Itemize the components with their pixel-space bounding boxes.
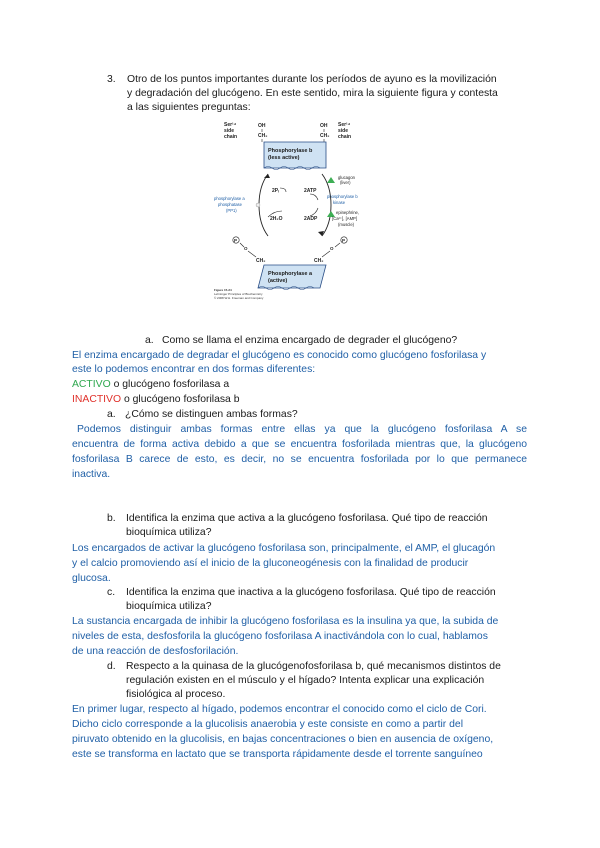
fig-phos-b-title: Phosphorylase b <box>268 148 313 154</box>
fig-ch2-right: CH₂ <box>320 133 330 139</box>
question-a2-text: ¿Cómo se distinguen ambas formas? <box>125 409 298 420</box>
answer-d-line-2: Dicho ciclo corresponde a la glucolisis anaerobia y este consiste en como a partir del <box>72 719 464 730</box>
fig-chain-left: chain <box>224 134 238 140</box>
fig-caption-1: Figure 15-24 <box>214 288 232 292</box>
answer-a2-line-2: encuentra de forma activa debido a que se encuentra fosforilada mientras que, la glucógeno <box>72 439 527 450</box>
answer-a-line-2: este lo podemos encontrar en dos formas diferentes: <box>72 364 316 375</box>
fig-epi-line3: (muscle) <box>338 222 355 227</box>
question-3-line-2: y degradación del glucógeno. En este sentido, mira la siguiente figura y contesta <box>127 88 498 99</box>
answer-d-line-4: este se transforma en lactato que se transporta rápidamente desde el torrente sanguíneo <box>72 749 483 760</box>
fig-ch2-bottom-right: CH₂ <box>314 258 324 264</box>
glucagon-signal-icon <box>327 177 335 183</box>
fig-p-left: P <box>234 238 238 243</box>
fig-2adp: 2ADP <box>304 216 318 222</box>
question-d-line-1: Respecto a la quinasa de la glucógenofosforilasa b, qué mecanismos distintos de <box>126 661 501 672</box>
fig-kinase-line2: kinase <box>333 200 346 205</box>
fig-epi-line1: epinephrine, <box>336 210 360 215</box>
answer-b-line-3: glucosa. <box>72 573 111 584</box>
fig-phos-a-sub: (active) <box>268 278 288 284</box>
question-3-line-1: Otro de los puntos importantes durante los períodos de ayuno es la movilización <box>127 74 497 85</box>
answer-d-line-1: En primer lugar, respecto al hígado, podemos encontrar el conocido como el ciclo de Cori. <box>72 704 487 715</box>
question-c-line-2: bioquímica utiliza? <box>126 601 212 612</box>
fig-pp1-line3: (PP1) <box>226 208 237 213</box>
answer-a-activo-line <box>72 378 229 391</box>
answer-c-line-1: La sustancia encargada de inhibir la glucógeno fosforilasa es la insulina ya que, la subida de <box>72 616 499 627</box>
fig-glucagon-line2: (liver) <box>340 180 351 185</box>
question-d-line-3: fisiológica al proceso. <box>126 689 226 700</box>
question-a-text: Como se llama el enzima encargado de degrader el glucógeno? <box>162 335 458 346</box>
fig-2atp: 2ATP <box>304 188 317 194</box>
answer-a-inactivo-line <box>72 393 240 406</box>
question-c-line-1: Identifica la enzima que inactiva a la glucógeno fosforilasa. Qué tipo de reacción <box>126 587 496 598</box>
fig-phos-b-sub: (less active) <box>268 155 300 161</box>
question-a2-letter: a. <box>107 409 116 420</box>
activo-rest: o glucógeno fosforilasa a <box>110 379 230 390</box>
answer-a-line-1: El enzima encargado de degradar el glucógeno es conocido como glucógeno fosforilasa y <box>72 350 487 361</box>
activo-label: ACTIVO <box>72 379 111 390</box>
question-d-letter: d. <box>107 661 116 672</box>
fig-oh-right: OH <box>320 123 328 129</box>
fig-caption-3: © 2008 W.H. Freeman and Company <box>214 296 264 300</box>
question-3-line-3: a las siguientes preguntas: <box>127 102 251 113</box>
answer-a2-line-3: fosforilasa B carece de esto, es decir, no se encuentra fosforilada por lo que permanece <box>72 454 527 465</box>
fig-o-right: O <box>330 246 334 251</box>
answer-c-line-3: de una reacción de desfosforilación. <box>72 646 239 657</box>
phosphorylase-figure <box>214 120 364 303</box>
question-c-letter: c. <box>107 587 116 598</box>
answer-a2-line-4: inactiva. <box>72 469 111 480</box>
fig-pp1-line2: phosphatase <box>218 202 242 207</box>
fig-chain-right: chain <box>338 134 352 140</box>
inactivo-rest: o glucógeno fosforilasa b <box>121 394 240 405</box>
fig-o-left: O <box>244 246 248 251</box>
fig-2h2o: 2H₂O <box>270 216 283 222</box>
fig-ch2-left: CH₂ <box>258 133 268 139</box>
answer-d-line-3: piruvato obtenido en la glucolisis, en bajas concentraciones o bien en ausencia de oxígeno, <box>72 734 494 745</box>
question-3-number: 3. <box>107 74 116 85</box>
fig-ser-right: Ser¹⁴ <box>338 122 351 128</box>
fig-oh-left: OH <box>258 123 266 129</box>
fig-epi-line2: [Ca²⁺], [AMP] <box>332 216 358 221</box>
fig-side-left: side <box>224 128 235 134</box>
fig-p-right: P <box>342 238 346 243</box>
question-a-letter: a. <box>145 335 154 346</box>
question-b-letter: b. <box>107 513 116 524</box>
fig-glucagon-line1: glucagon <box>338 175 355 180</box>
fig-kinase-line1: phosphorylase b <box>327 194 358 199</box>
fig-phos-a-title: Phosphorylase a <box>268 271 313 277</box>
fig-ch2-bottom-left: CH₂ <box>256 258 266 264</box>
question-d-line-2: regulación existen en el músculo y el hígado? Intenta explicar una explicación <box>126 675 485 686</box>
answer-a2-line-1: Podemos distinguir ambas formas entre ellas ya que la glucógeno fosforilasa A se <box>77 424 527 435</box>
answer-b-line-2: y el calcio promoviendo así el inicio de la gluconeogénesis con la finalidad de producir <box>72 558 469 569</box>
answer-b-line-1: Los encargados de activar la glucógeno fosforilasa son, principalmente, el AMP, el glucagón <box>72 543 496 554</box>
fig-ser-left: Ser¹⁴ <box>224 122 237 128</box>
fig-side-right: side <box>338 128 349 134</box>
question-b-line-1: Identifica la enzima que activa a la glucógeno fosforilasa. Qué tipo de reacción <box>126 513 488 524</box>
answer-c-line-2: niveles de esta, desfosforila la glucógeno fosforilasa A inactivándola con lo cual, hablamos <box>72 631 488 642</box>
question-b-line-2: bioquímica utiliza? <box>126 527 212 538</box>
inactivo-label: INACTIVO <box>72 394 122 405</box>
fig-2pi: 2Pᵢ <box>272 188 279 194</box>
fig-caption-2: Lehninger Principles of Biochemistry <box>214 292 263 296</box>
fig-pp1-line1: phosphorylase a <box>214 196 245 201</box>
